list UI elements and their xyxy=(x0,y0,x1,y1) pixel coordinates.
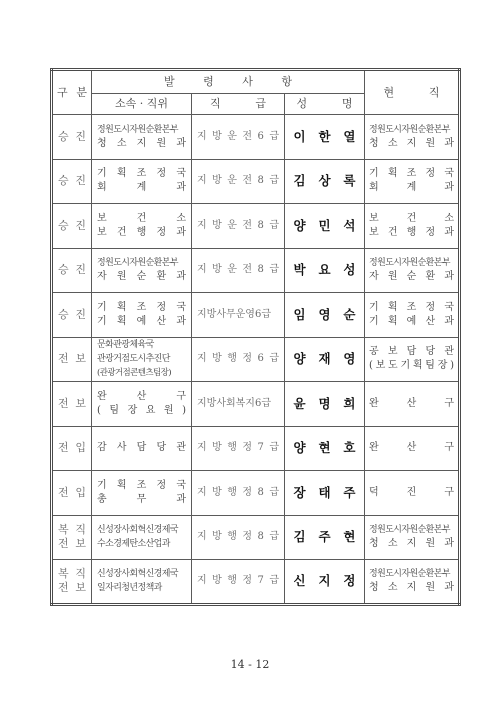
current-post-line: 기 획 조 정 국 xyxy=(369,301,454,313)
current-post-line: 기 획 예 산 과 xyxy=(369,315,454,327)
new-dept-line: 신성장사회혁신경제국 xyxy=(97,569,178,580)
header-appointment xyxy=(92,70,365,94)
grade-cell xyxy=(192,560,285,605)
grade-label: 지 방 행 정 7 급 xyxy=(197,575,279,587)
new-dept-line: 회 계 과 xyxy=(97,182,186,194)
grade-label: 지 방 행 정 8 급 xyxy=(197,531,279,543)
new-dept-cell xyxy=(92,115,192,160)
table-row xyxy=(52,515,460,560)
person-name: 김 주 현 xyxy=(293,529,356,545)
new-dept-line: 기 획 조 정 국 xyxy=(97,479,186,491)
category-cell xyxy=(52,382,92,427)
document-sheet xyxy=(50,68,458,606)
new-dept-line: 문화관광체육국 xyxy=(97,340,154,351)
name-cell xyxy=(285,426,365,471)
new-dept-line: 총 무 과 xyxy=(97,493,186,505)
name-cell xyxy=(285,204,365,249)
current-post-line: 정원도시자원순환본부 xyxy=(369,258,450,269)
new-dept-line: 정원도시자원순환본부 xyxy=(97,124,178,135)
new-dept-line: 수소경제탄소산업과 xyxy=(97,539,170,550)
name-cell xyxy=(285,337,365,382)
new-dept-line: 신성장사회혁신경제국 xyxy=(97,525,178,536)
header-current-post-label: 현 직 xyxy=(383,85,440,99)
category-cell xyxy=(52,337,92,382)
new-dept-line: 관광거점도시추진단 xyxy=(97,354,170,365)
category-cell xyxy=(52,515,92,560)
table-row xyxy=(52,204,460,249)
new-dept-cell xyxy=(92,471,192,516)
grade-cell xyxy=(192,159,285,204)
grade-label: 지 방 행 정 6 급 xyxy=(197,353,279,365)
current-post-line: 보 건 행 정 과 xyxy=(369,226,454,238)
person-name: 김 상 록 xyxy=(293,173,356,189)
current-post-cell xyxy=(365,426,460,471)
category-cell xyxy=(52,471,92,516)
current-post-cell xyxy=(365,560,460,605)
new-dept-cell xyxy=(92,426,192,471)
new-dept-line: (관광거점콘텐츠팀장) xyxy=(97,368,171,379)
grade-cell xyxy=(192,248,285,293)
header-name-label: 성 명 xyxy=(296,97,353,110)
category-label: 승 진 xyxy=(58,307,86,321)
grade-label: 지방사회복지6급 xyxy=(197,397,271,409)
header-category-label: 구 분 xyxy=(57,85,87,99)
category-label: 전 보 xyxy=(58,396,86,410)
grade-cell xyxy=(192,471,285,516)
new-dept-line: 청 소 지 원 과 xyxy=(97,137,186,149)
category-label: 복 직 xyxy=(58,523,86,537)
person-name: 신 지 정 xyxy=(293,573,356,589)
grade-label: 지 방 운 전 8 급 xyxy=(197,175,279,187)
new-dept-cell xyxy=(92,204,192,249)
person-name: 양 현 호 xyxy=(293,440,356,456)
header-category xyxy=(52,70,92,115)
new-dept-line: 기 획 조 정 국 xyxy=(97,168,186,180)
new-dept-cell xyxy=(92,382,192,427)
category-label: 승 진 xyxy=(58,174,86,188)
person-name: 박 요 성 xyxy=(293,262,356,278)
grade-cell xyxy=(192,115,285,160)
new-dept-cell xyxy=(92,560,192,605)
current-post-line: 청 소 지 원 과 xyxy=(369,538,454,550)
current-post-line: 자 원 순 환 과 xyxy=(369,271,454,283)
new-dept-cell xyxy=(92,337,192,382)
person-name: 이 한 열 xyxy=(293,128,356,144)
current-post-line: 공 보 담 당 관 xyxy=(369,346,454,358)
appointment-table xyxy=(50,68,461,606)
new-dept-line: 보 건 소 xyxy=(97,212,186,224)
current-post-line: 보 건 소 xyxy=(369,212,454,224)
current-post-line: 청 소 지 원 과 xyxy=(369,137,454,149)
category-label: 전 입 xyxy=(58,441,86,455)
page-number: 14 - 12 xyxy=(230,658,270,671)
new-dept-cell xyxy=(92,293,192,338)
category-label: 복 직 xyxy=(58,567,86,581)
grade-cell xyxy=(192,382,285,427)
current-post-cell xyxy=(365,515,460,560)
new-dept-line: 감 사 담 당 관 xyxy=(97,442,186,454)
header-dept-position xyxy=(92,94,192,115)
grade-cell xyxy=(192,515,285,560)
current-post-cell xyxy=(365,293,460,338)
person-name: 장 태 주 xyxy=(293,484,356,500)
current-post-cell xyxy=(365,248,460,293)
grade-label: 지방사무운영6급 xyxy=(197,308,271,320)
current-post-line: 완 산 구 xyxy=(369,442,454,454)
current-post-cell xyxy=(365,115,460,160)
current-post-cell xyxy=(365,382,460,427)
current-post-line: ( 보 도 기 획 팀 장 ) xyxy=(369,360,454,372)
category-cell xyxy=(52,204,92,249)
current-post-line: 청 소 지 원 과 xyxy=(369,582,454,594)
current-post-line: 정원도시자원순환본부 xyxy=(369,569,450,580)
person-name: 임 영 순 xyxy=(293,306,356,322)
header-grade-label: 직 급 xyxy=(210,97,266,110)
table-row xyxy=(52,159,460,204)
category-label: 전 보 xyxy=(58,581,86,595)
grade-cell xyxy=(192,337,285,382)
table-row xyxy=(52,115,460,160)
name-cell xyxy=(285,560,365,605)
table-row xyxy=(52,337,460,382)
category-label: 승 진 xyxy=(58,218,86,232)
category-cell xyxy=(52,560,92,605)
new-dept-line: 기 획 조 정 국 xyxy=(97,301,186,313)
new-dept-line: 정원도시자원순환본부 xyxy=(97,258,178,269)
name-cell xyxy=(285,382,365,427)
current-post-line: 덕 진 구 xyxy=(369,486,454,498)
table-row xyxy=(52,471,460,516)
category-cell xyxy=(52,426,92,471)
grade-label: 지 방 운 전 8 급 xyxy=(197,264,279,276)
name-cell xyxy=(285,115,365,160)
table-row xyxy=(52,426,460,471)
category-cell xyxy=(52,248,92,293)
current-post-line: 완 산 구 xyxy=(369,397,454,409)
grade-label: 지 방 행 정 8 급 xyxy=(197,486,279,498)
new-dept-line: 일자리청년정책과 xyxy=(97,583,162,594)
new-dept-line: ( 팀 장 요 원 ) xyxy=(97,404,186,416)
current-post-cell xyxy=(365,159,460,204)
category-label: 전 보 xyxy=(58,537,86,551)
new-dept-cell xyxy=(92,515,192,560)
grade-cell xyxy=(192,293,285,338)
new-dept-line: 완 산 구 xyxy=(97,390,186,402)
table-row xyxy=(52,560,460,605)
category-cell xyxy=(52,159,92,204)
person-name: 양 재 영 xyxy=(293,351,356,367)
category-label: 전 보 xyxy=(58,352,86,366)
category-label: 전 입 xyxy=(58,485,86,499)
new-dept-line: 기 획 예 산 과 xyxy=(97,315,186,327)
current-post-line: 정원도시자원순환본부 xyxy=(369,525,450,536)
current-post-cell xyxy=(365,471,460,516)
header-row xyxy=(52,70,460,94)
person-name: 양 민 석 xyxy=(293,217,356,233)
current-post-line: 회 계 과 xyxy=(369,182,454,194)
name-cell xyxy=(285,159,365,204)
name-cell xyxy=(285,293,365,338)
name-cell xyxy=(285,248,365,293)
current-post-line: 정원도시자원순환본부 xyxy=(369,124,450,135)
current-post-cell xyxy=(365,337,460,382)
category-cell xyxy=(52,293,92,338)
grade-cell xyxy=(192,204,285,249)
current-post-line: 기 획 조 정 국 xyxy=(369,168,454,180)
table-row xyxy=(52,293,460,338)
new-dept-cell xyxy=(92,248,192,293)
category-cell xyxy=(52,115,92,160)
table-row xyxy=(52,248,460,293)
header-grade xyxy=(192,94,285,115)
new-dept-cell xyxy=(92,159,192,204)
header-dept-position-label: 소속 · 직위 xyxy=(115,97,168,110)
new-dept-line: 자 원 순 환 과 xyxy=(97,271,186,283)
category-label: 승 진 xyxy=(58,129,86,143)
table-row xyxy=(52,382,460,427)
header-name xyxy=(285,94,365,115)
new-dept-line: 보 건 행 정 과 xyxy=(97,226,186,238)
name-cell xyxy=(285,515,365,560)
category-label: 승 진 xyxy=(58,263,86,277)
grade-label: 지 방 운 전 8 급 xyxy=(197,219,279,231)
grade-label: 지 방 운 전 6 급 xyxy=(197,130,279,142)
header-current-post xyxy=(365,70,460,115)
person-name: 윤 명 희 xyxy=(293,395,356,411)
grade-label: 지 방 행 정 7 급 xyxy=(197,442,279,454)
current-post-cell xyxy=(365,204,460,249)
grade-cell xyxy=(192,426,285,471)
header-appointment-label: 발 령 사 항 xyxy=(164,75,292,88)
name-cell xyxy=(285,471,365,516)
